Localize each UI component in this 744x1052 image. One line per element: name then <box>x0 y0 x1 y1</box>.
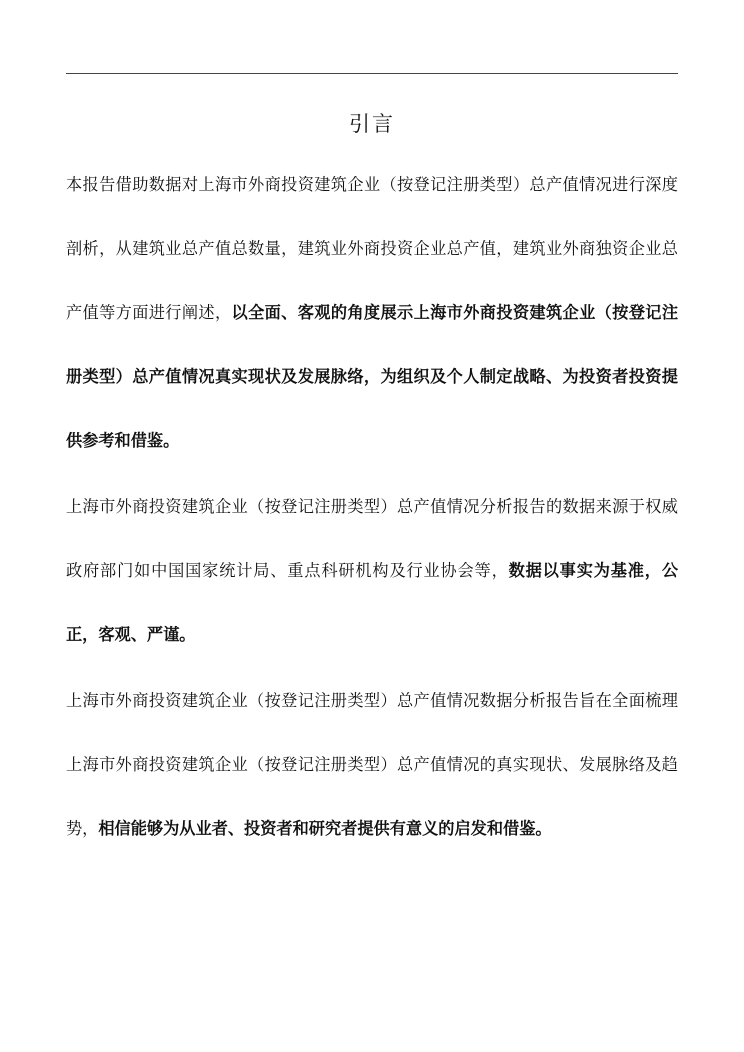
header-rule <box>66 73 678 74</box>
paragraph-2-text: 上海市外商投资建筑企业（按登记注册类型）总产值情况分析报告的数据来源于权威政府部门如中国国家统计局、重点科研机构及行业协会等， <box>66 497 678 580</box>
paragraph-1 <box>66 153 678 473</box>
paragraph-1-bold-text: 以全面、客观的角度展示上海市外商投资建筑企业（按登记注册类型）总产值情况真实现状及发展脉络，为组织及个人制定战略、为投资者投资提供参考和借鉴。 <box>66 303 679 450</box>
paragraph-3 <box>66 669 678 861</box>
paragraph-2 <box>66 475 678 667</box>
paragraph-3-bold-text: 相信能够为从业者、投资者和研究者提供有意义的启发和借鉴。 <box>98 819 552 838</box>
paragraph-3-text: 上海市外商投资建筑企业（按登记注册类型）总产值情况数据分析报告旨在全面梳理上海市外商投资建筑企业（按登记注册类型）总产值情况的真实现状、发展脉络及趋势， <box>66 691 678 838</box>
paragraph-1-text: 本报告借助数据对上海市外商投资建筑企业（按登记注册类型）总产值情况进行深度剖析，从建筑业总产值总数量，建筑业外商投资企业总产值，建筑业外商独资企业总产值等方面进行阐述， <box>66 175 678 322</box>
page-title: 引言 <box>349 112 395 136</box>
paragraph-2-bold-text: 数据以事实为基准，公正，客观、严谨。 <box>66 561 679 644</box>
